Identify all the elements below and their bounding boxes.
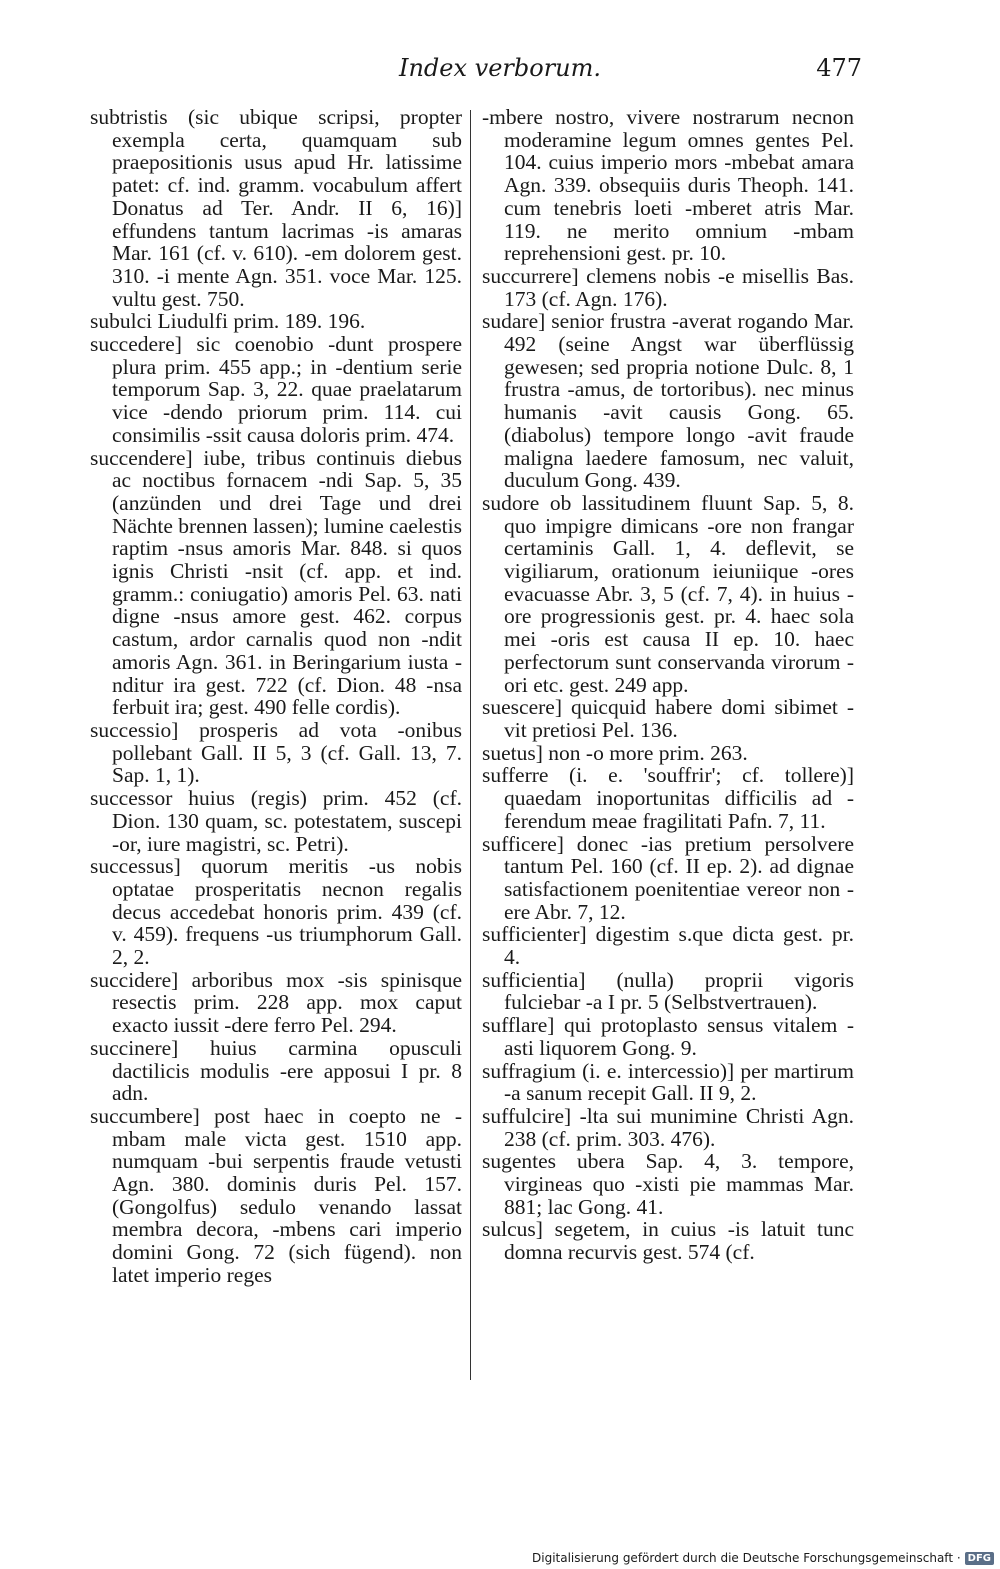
running-title: Index verborum.: [398, 54, 602, 82]
index-entry: sudore ob lassitudinem fluunt Sap. 5, 8. quo impigre dimicans -ore non frangar certaminis Gall. 1, 4. deflevit, se vigiliarum, orationum ieiuniique -ores evacuasse Abr. 3, 5 (cf. 7, 4). in huius -ore progressionis gest. pr. 4. haec sola mei -oris est causa II ep. 10. haec perfectorum sunt conservanda virorum -ori etc. gest. 249 app.: [482, 490, 854, 697]
footer-credit: Digitalisierung gefördert durch die Deutsche Forschungsgemeinschaft ·: [532, 1551, 961, 1565]
index-entry: successor huius (regis) prim. 452 (cf. Dion. 130 quam, sc. potestatem, suscepi -or, iure magistri, sc. Petri).: [90, 786, 462, 856]
index-entry: sufferre (i. e. 'souffrir'; cf. tollere)] quaedam inoportunitas difficilis ad -ferendum meae fragilitati Pafn. 7, 11.: [482, 763, 854, 833]
index-entry: -mbere nostro, vivere nostrarum necnon moderamine legum omnes gentes Pel. 104. cuius imperio mors -mbebat amara Agn. 339. obsequiis duris Theoph. 141. cum tenebris loeti -mberet atris Mar. 119. ne merito omnium -mbam reprehensioni gest. pr. 10.: [482, 105, 854, 266]
index-entry: sudare] senior frustra -averat rogando Mar. 492 (seine Angst war überflüssig gewesen; sed propria notione Dulc. 8, 1 frustra -amus, de tortoribus). nec minus humanis -avit causis Gong. 65. (diabolus) tempore longo -avit fraude maligna laedere famosum, nec valuit, duculum Gong. 439.: [482, 309, 854, 493]
index-entry: succedere] sic coenobio -dunt prospere plura prim. 455 app.; in -dentium serie temporum Sap. 3, 22. quae praelatarum vice -dendo priorum prim. 114. cui consimilis -ssit causa doloris prim. 474.: [90, 332, 462, 447]
index-entry: succurrere] clemens nobis -e misellis Bas. 173 (cf. Agn. 176).: [482, 263, 854, 311]
index-entry: suetus] non -o more prim. 263.: [482, 740, 748, 765]
index-entry: successus] quorum meritis -us nobis optatae prosperitatis necnon regalis decus accedebat honoris prim. 439 (cf. v. 459). frequens -us triumphorum Gall. 2, 2.: [90, 854, 462, 970]
index-entry: sufficientia] (nulla) proprii vigoris fulciebar -a I pr. 5 (Selbstvertrauen).: [482, 967, 854, 1015]
dfg-logo: DFG: [965, 1552, 994, 1565]
index-entry: subtristis (sic ubique scripsi, propter exempla certa, quamquam sub praepositionis usus apud Hr. latissime patet: cf. ind. gramm. vocabulum affert Donatus ad Ter. Andr. II 6, 16)] effundens tantum lacrimas -is amaras Mar. 161 (cf. v. 610). -em dolorem gest. 310. -i mente Agn. 351. voce Mar. 125. vultu gest. 750.: [90, 105, 462, 311]
index-entry: sulcus] segetem, in cuius -is latuit tunc domna recurvis gest. 574 (cf.: [482, 1217, 854, 1265]
index-entry: sufficienter] digestim s.que dicta gest. pr. 4.: [482, 922, 854, 970]
index-entry: succinere] huius carmina opusculi dactilicis modulis -ere apposui I pr. 8 adn.: [90, 1035, 462, 1106]
right-column: [482, 106, 854, 1264]
index-entry: sugentes ubera Sap. 4, 3. tempore, virgineas quo -xisti pie mammas Mar. 881; lac Gong. 41.: [482, 1149, 854, 1219]
index-entry: suffulcire] -lta sui munimine Christi Agn. 238 (cf. prim. 303. 476).: [482, 1103, 854, 1151]
left-column: [90, 106, 462, 1287]
page-number: 477: [816, 54, 862, 82]
index-entry: suffragium (i. e. intercessio)] per martirum -a sanum recepit Gall. II 9, 2.: [482, 1058, 854, 1106]
index-entry: succendere] iube, tribus continuis diebus ac noctibus fornacem -ndi Sap. 5, 35 (anzünden und drei Tage und drei Nächte brennen lassen); lumine caelestis raptim -nsus amoris Mar. 848. si quos ignis Christi -nsit (cf. app. et ind. gramm.: coniugatio) amoris Pel. 63. nati digne -nsus amore gest. 462. corpus castum, ardor carnalis quod non -ndit amoris Agn. 361. in Beringarium iusta -nditur ira gest. 722 (cf. Dion. 48 -nsa ferbuit ira; gest. 490 felle cordis).: [90, 445, 462, 720]
footer: [532, 1551, 994, 1565]
index-entry: successio] prosperis ad vota -onibus pollebant Gall. II 5, 3 (cf. Gall. 13, 7. Sap. 1, 1).: [90, 717, 462, 788]
index-entry: suescere] quicquid habere domi sibimet -vit pretiosi Pel. 136.: [482, 695, 854, 742]
index-entry: sufflare] qui protoplasto sensus vitalem -asti liquorem Gong. 9.: [482, 1013, 854, 1060]
column-divider: [470, 110, 471, 1380]
index-entry: succidere] arboribus mox -sis spinisque resectis prim. 228 app. mox caput exacto iussit -dere ferro Pel. 294.: [90, 967, 462, 1038]
index-entry: succumbere] post haec in coepto ne -mbam male victa gest. 1510 app. numquam -bui serpentis fraude vetusti Agn. 380. dominis duris Pel. 157. (Gongolfus) sedulo venando lassat membra decora, -mbens cari imperio domini Gong. 72 (sich fügend). non latet imperio reges: [90, 1103, 462, 1287]
index-entry: sufficere] donec -ias pretium persolvere tantum Pel. 160 (cf. II ep. 2). ad dignae satisfactionem poenitentiae vereor non -ere Abr. 7, 12.: [482, 831, 854, 924]
index-entry: subulci Liudulfi prim. 189. 196.: [90, 309, 366, 334]
